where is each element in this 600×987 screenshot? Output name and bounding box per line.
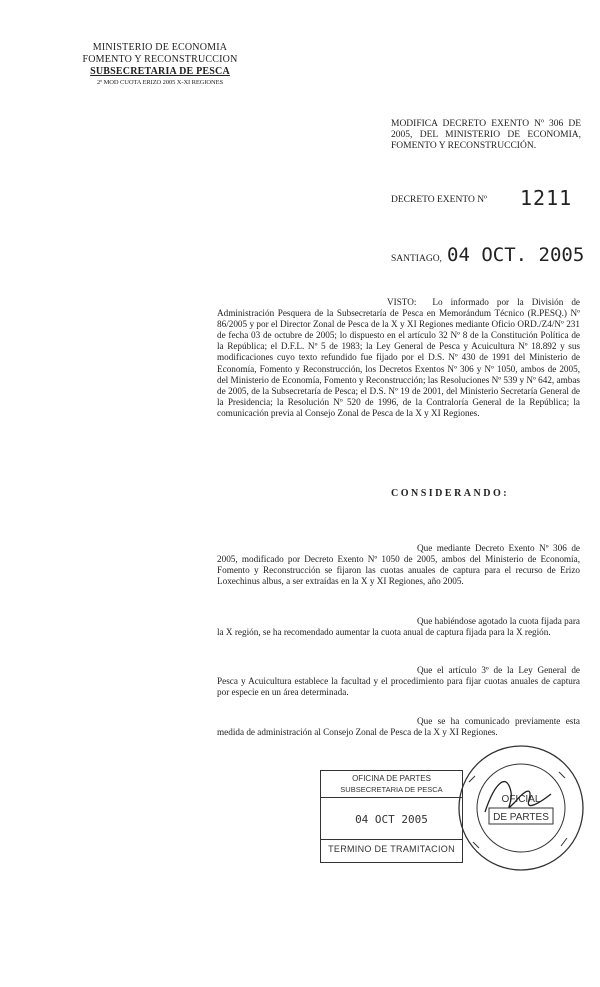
decreto-number: 1211 [520, 186, 573, 210]
considerando-p4: Que se ha comunicado previamente esta medida de administración al Consejo Zonal de Pesca de la X y XI Regiones. [217, 716, 580, 738]
stamp-divider [321, 839, 462, 840]
considerando-heading: CONSIDERANDO: [391, 488, 510, 499]
visto-paragraph [217, 297, 580, 419]
stamp-divider [321, 797, 462, 798]
header-line-4: 2º MOD CUOTA ERIZO 2005 X-XI REGIONES [97, 79, 223, 86]
seal-text-1: OFICIAL [501, 794, 541, 805]
modifica-title: MODIFICA DECRETO EXENTO Nº 306 DE 2005, DEL MINISTERIO DE ECONOMIA, FOMENTO Y RECONSTRUCCIÓN. [391, 119, 581, 151]
decreto-label: DECRETO EXENTO Nº [391, 195, 488, 205]
visto-lead: VISTO: [387, 297, 417, 307]
header-line-1: MINISTERIO DE ECONOMIA [92, 42, 228, 53]
date-label: SANTIAGO, [391, 254, 442, 264]
official-seal [455, 742, 587, 874]
header-line-3: SUBSECRETARIA DE PESCA [90, 66, 230, 77]
date-stamp: 04 OCT. 2005 [447, 244, 585, 266]
considerando-paragraph-4 [217, 716, 580, 738]
considerando-p2: Que habiéndose agotado la cuota fijada para la X región, se ha recomendado aumentar la cuota anual de captura fijada para la X región. [217, 616, 580, 638]
considerando-paragraph-1 [217, 543, 580, 587]
visto-text: Lo informado por la División de Administración Pesquera de la Subsecretaría de Pesca en Memorándum Técnico (R.PESQ.) Nº 86/2005 y por el Director Zonal de Pesca de la X y XI Regiones mediante Oficio ORD./Z4/Nº 231 de fecha 03 de octubre de 2005; lo dispuesto en el artículo 32 Nº 8 de la Constitución Política de la República; el D.F.L. Nº 5 de 1983; la Ley General de Pesca y Acuicultura Nº 18.892 y sus modificaciones cuyo texto refundido fue fijado por el D.S. Nº 430 de 1991 del Ministerio de Economía, Fomento y Reconstrucción, los Decretos Exentos Nº 306 y Nº 1050, ambos de 2005, del Ministerio de Economía, Fomento y Reconstrucción; las Resoluciones Nº 539 y Nº 642, ambas de 2005, de la Subsecretaría de Pesca; el D.S. Nº 19 de 2001, del Ministerio Secretaría General de la Presidencia; la Resolución Nº 520 de 1996, de la Contraloría General de la República; la comunicación previa al Consejo Zonal de Pesca de la X y XI Regiones. [217, 297, 580, 418]
ministry-header [60, 42, 260, 87]
stamp-footer: TERMINO DE TRAMITACION [328, 844, 455, 854]
seal-ring-marks [469, 772, 567, 848]
stamp-line-1: OFICINA DE PARTES [352, 774, 431, 783]
stamp-line-2: SUBSECRETARIA DE PESCA [340, 785, 443, 794]
considerando-paragraph-3 [217, 665, 580, 698]
considerando-paragraph-2 [217, 616, 580, 638]
header-line-2: FOMENTO Y RECONSTRUCCION [82, 54, 238, 65]
oficina-partes-stamp [320, 770, 463, 863]
considerando-p1: Que mediante Decreto Exento Nº 306 de 2005, modificado por Decreto Exento Nº 1050 de 2005, ambos del Ministerio de Economía, Fomento y Reconstrucción se fijaron las cuotas anuales de captura para el recurso de Erizo Loxechinus albus, a ser extraídas en la X y XI Regiones, año 2005. [217, 543, 580, 587]
seal-text-2: DE PARTES [493, 812, 549, 823]
considerando-p3: Que el artículo 3º de la Ley General de Pesca y Acuicultura establece la facultad y el procedimiento para fijar cuotas anuales de captura por especie en un área determinada. [217, 665, 580, 698]
stamp-date: 04 OCT 2005 [355, 813, 428, 826]
